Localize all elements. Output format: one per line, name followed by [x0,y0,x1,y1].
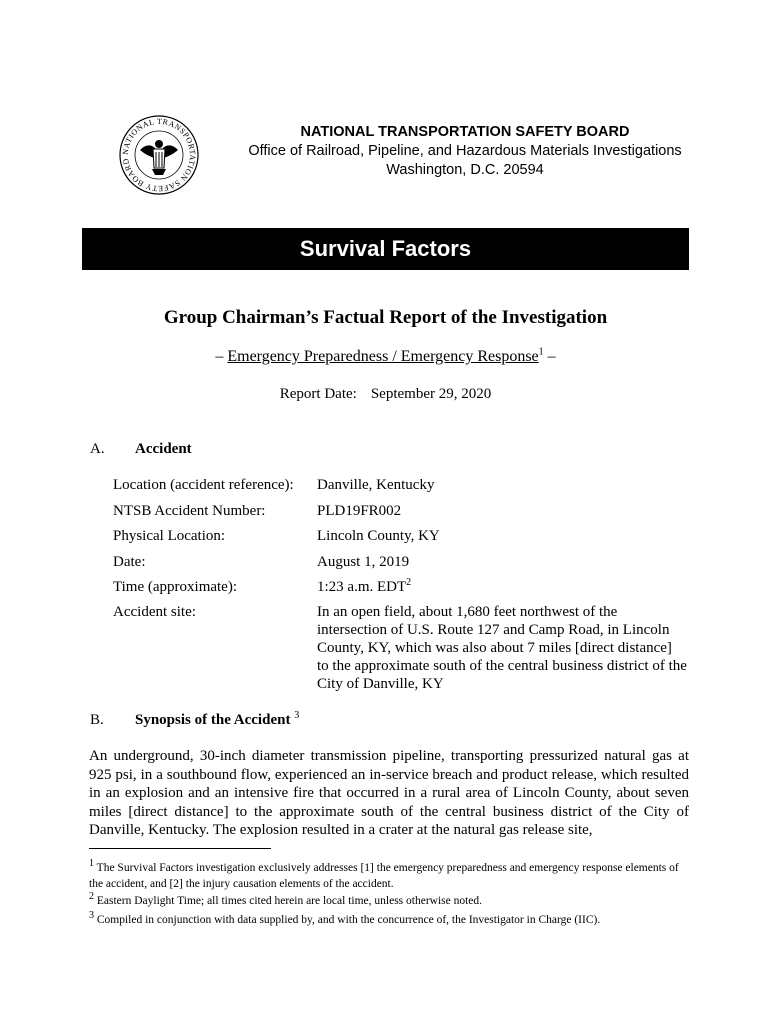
section-banner: Survival Factors [82,228,689,270]
footnote-number: 1 [89,858,94,870]
ntsb-seal-logo [118,114,200,196]
row-label-accident-site: Accident site: [113,604,196,620]
subtitle-prefix: – [215,348,228,365]
footnote-number: 2 [89,891,94,903]
footnote-text: Eastern Daylight Time; all times cited herein are local time, unless otherwise noted. [96,895,483,907]
report-date-label: Report Date: [279,386,357,402]
time-text: 1:23 a.m. EDT [317,579,407,595]
footnote-divider [89,848,271,849]
section-a-letter: A. [90,441,105,457]
footnote-2 [89,893,689,909]
report-subtitle [82,348,689,366]
footnote-text: The Survival Factors investigation exclusively addresses [1] the emergency preparedness and emergency response elements of the accident, and [2] the injury causation elements of the accident. [89,862,679,890]
footnote-number: 3 [89,910,94,922]
row-value-date: August 1, 2019 [317,554,410,570]
footnote-ref: 2 [406,577,412,588]
office-address: Washington, D.C. 20594 [386,162,544,178]
row-value-accident-number: PLD19FR002 [317,503,402,519]
section-b-letter: B. [90,712,104,728]
row-value-location: Danville, Kentucky [317,477,435,493]
footnote-3 [89,912,689,928]
subtitle-text: Emergency Preparedness / Emergency Response [227,348,539,365]
row-value-accident-site: In an open field, about 1,680 feet northwest of the intersection of U.S. Route 127 and Camp Road, in Lincoln County, KY, which was also about 7 miles [direct distance] to the approximate south of the central business district of the City of Danville, KY [317,604,687,692]
section-a-title: Accident [135,441,192,457]
footnote-1 [89,860,689,892]
row-value-time [317,579,411,596]
section-b-title [135,712,299,729]
svg-text:NATIONAL TRANSPORTATION SAFETY: NATIONAL TRANSPORTATION SAFETY BOARD [120,116,198,194]
report-date-value: September 29, 2020 [370,386,492,402]
footnote-ref: 1 [538,346,544,358]
row-label-physical-location: Physical Location: [113,528,226,544]
report-date [82,386,689,403]
row-value-physical-location: Lincoln County, KY [317,528,440,544]
row-label-date: Date: [113,554,146,570]
subtitle-suffix: – [543,348,556,365]
footnote-ref: 3 [294,710,300,721]
section-b-title-text: Synopsis of the Accident [135,712,291,728]
footnote-text: Compiled in conjunction with data supplied by, and with the concurrence of, the Investigator in Charge (IIC). [96,914,601,926]
office-name: Office of Railroad, Pipeline, and Hazardous Materials Investigations [248,143,682,159]
row-label-accident-number: NTSB Accident Number: [113,503,266,519]
row-label-time: Time (approximate): [113,579,238,595]
report-title: Group Chairman’s Factual Report of the Investigation [163,307,608,328]
synopsis-paragraph: An underground, 30-inch diameter transmission pipeline, transporting pressurized natural gas at 925 psi, in a southbound flow, experienced an in-service breach and product release, which resulted in an explosion and an intensive fire that occurred in a rural area of Lincoln County, about seven miles [direct distance] to the approximate south of the central business district of the City of Danville, Kentucky. The explosion resulted in a crater at the natural gas release site, [89,748,689,838]
row-label-location: Location (accident reference): [113,477,294,493]
org-name: NATIONAL TRANSPORTATION SAFETY BOARD [300,124,630,140]
